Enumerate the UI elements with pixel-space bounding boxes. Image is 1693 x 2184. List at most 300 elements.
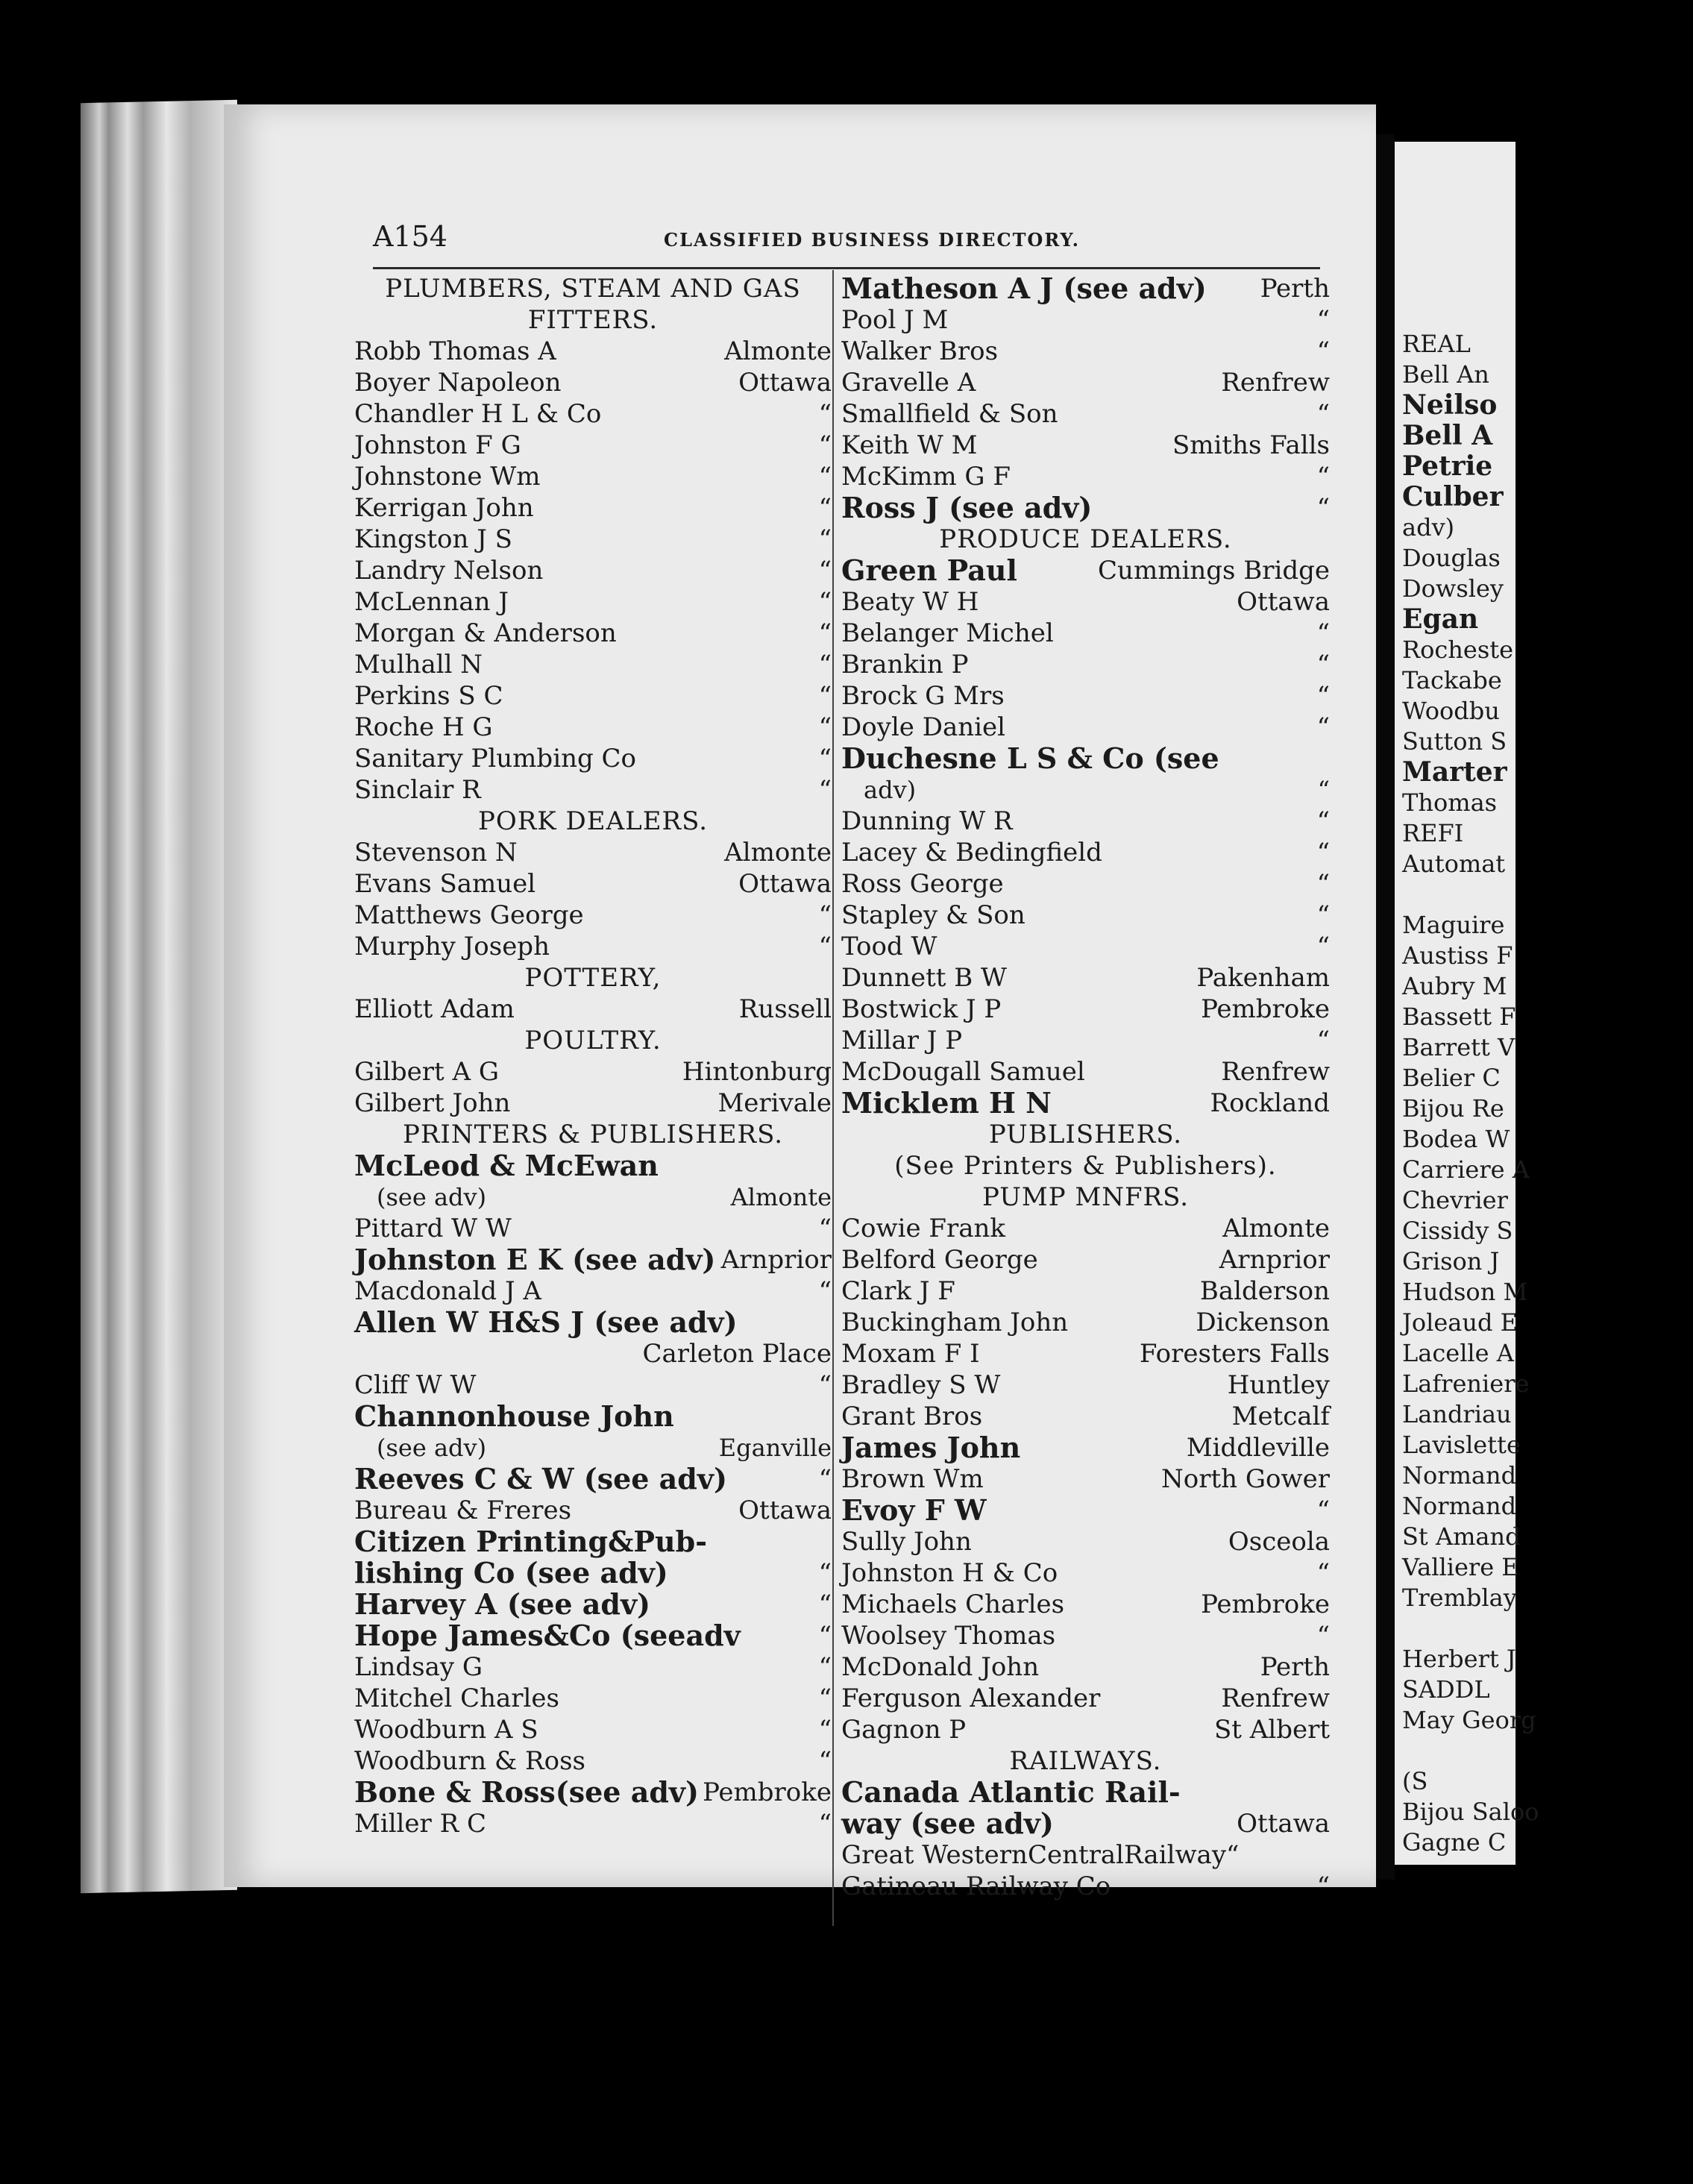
directory-entry — [354, 1745, 832, 1777]
book-gutter — [1376, 134, 1395, 1880]
directory-entry — [354, 461, 832, 492]
facing-page-line: Bassett F — [1402, 1002, 1516, 1031]
entry-place: “ — [1316, 399, 1330, 429]
facing-page-line: Gagne C — [1402, 1828, 1507, 1857]
entry-name: Lindsay G — [354, 1652, 483, 1682]
entry-name: Doyle Daniel — [841, 712, 1006, 742]
entry-name: Sanitary Plumbing Co — [354, 744, 637, 774]
entry-place: Ottawa — [1237, 1809, 1330, 1839]
entry-place: “ — [1316, 462, 1330, 492]
directory-entry — [841, 1432, 1330, 1463]
entry-place: Pembroke — [1201, 994, 1330, 1024]
entry-place: Almonte — [730, 1183, 832, 1211]
entry-name: Morgan & Anderson — [354, 618, 617, 648]
entry-name: Duchesne L S & Co (see — [841, 741, 1219, 775]
directory-entry — [354, 492, 832, 524]
directory-entry — [841, 1651, 1330, 1683]
entry-place: Balderson — [1199, 1276, 1330, 1306]
entry-place: “ — [818, 1746, 832, 1776]
entry-name: Grant Bros — [841, 1402, 983, 1431]
section-heading: PLUMBERS, STEAM AND GAS — [385, 274, 801, 304]
section-heading: FITTERS. — [527, 305, 659, 335]
entry-place: “ — [818, 493, 832, 523]
entry-place: “ — [1316, 618, 1330, 648]
entry-place: Foresters Falls — [1139, 1339, 1330, 1369]
facing-page-line: Douglas — [1402, 544, 1501, 572]
directory-entry — [354, 1401, 832, 1432]
entry-name: Sinclair R — [354, 775, 481, 805]
facing-page-line: Automat — [1402, 850, 1506, 878]
entry-name: Pool J M — [841, 305, 949, 335]
entry-name: Canada Atlantic Rail- — [841, 1775, 1181, 1809]
facing-page-line: Tackabe — [1402, 666, 1502, 694]
entry-name: Gilbert John — [354, 1088, 511, 1118]
facing-page-line: Dowsley — [1402, 574, 1504, 603]
entry-place: “ — [818, 744, 832, 774]
facing-page-line: (S — [1402, 1767, 1428, 1795]
entry-place: Middleville — [1186, 1433, 1330, 1463]
directory-entry — [841, 1369, 1330, 1401]
entry-place: Hintonburg — [682, 1057, 832, 1087]
entry-place: Ottawa — [738, 1496, 832, 1525]
facing-page-line: Thomas — [1402, 788, 1498, 817]
entry-name: Johnston F G — [354, 430, 521, 460]
facing-page-line: May Georg — [1402, 1706, 1536, 1734]
entry-place: “ — [818, 1558, 832, 1588]
facing-page-line: Bell A — [1402, 420, 1493, 451]
facing-page-line: Hudson M — [1402, 1278, 1528, 1306]
entry-place: “ — [1316, 932, 1330, 961]
entry-place: Metcalf — [1231, 1402, 1330, 1431]
entry-place: “ — [818, 932, 832, 961]
entry-name: Johnston H & Co — [841, 1558, 1058, 1588]
directory-entry — [841, 1275, 1330, 1307]
entry-name: Macdonald J A — [354, 1276, 541, 1306]
entry-name: Miller R C — [354, 1809, 487, 1839]
facing-page-line: Sutton S — [1402, 727, 1507, 756]
facing-page-line: Herbert J — [1402, 1645, 1516, 1673]
directory-entry — [841, 1213, 1330, 1244]
facing-page-line: Bijou Re — [1402, 1094, 1504, 1123]
entry-place: “ — [818, 556, 832, 586]
entry-place: “ — [1316, 869, 1330, 899]
section-heading: PUMP MNFRS. — [981, 1182, 1190, 1212]
entry-place: “ — [1316, 1026, 1330, 1055]
entry-name: McDonald John — [841, 1652, 1040, 1682]
entry-name: Brock G Mrs — [841, 681, 1005, 711]
entry-place: Huntley — [1227, 1370, 1330, 1400]
entry-place: Pembroke — [703, 1777, 832, 1807]
directory-entry — [354, 1244, 832, 1275]
entry-name: Harvey A (see adv) — [354, 1587, 651, 1621]
facing-page-line: Egan — [1402, 603, 1479, 635]
entry-name: Sully John — [841, 1527, 972, 1557]
entry-place: “ — [818, 1464, 832, 1494]
entry-place: Arnprior — [720, 1245, 832, 1275]
facing-page-line: Austiss F — [1402, 941, 1513, 970]
facing-page-line: Chevrier — [1402, 1186, 1508, 1214]
directory-entry — [841, 1495, 1330, 1526]
entry-name: Allen W H&S J (see adv) — [354, 1305, 738, 1339]
entry-place: Renfrew — [1221, 1684, 1330, 1713]
directory-entry — [354, 1338, 832, 1369]
entry-name: Kerrigan John — [354, 493, 534, 523]
entry-place: “ — [818, 775, 832, 805]
entry-name: Gravelle A — [841, 368, 976, 398]
facing-page-line: Woodbu — [1402, 697, 1500, 725]
facing-page-line: SADDL — [1402, 1675, 1490, 1704]
entry-name: Belanger Michel — [841, 618, 1054, 648]
entry-place: “ — [1316, 1871, 1330, 1901]
entry-place: “ — [818, 618, 832, 648]
section-heading: RAILWAYS. — [1009, 1746, 1162, 1776]
directory-entry — [841, 1401, 1330, 1432]
entry-name: Chandler H L & Co — [354, 399, 602, 429]
directory-entry — [354, 618, 832, 649]
directory-entry — [354, 1526, 832, 1557]
facing-page-line: Culber — [1402, 481, 1504, 512]
entry-place: “ — [818, 900, 832, 930]
entry-place: “ — [818, 430, 832, 460]
directory-entry — [354, 1620, 832, 1651]
facing-page-line: Normand — [1402, 1492, 1517, 1520]
directory-entry — [354, 1088, 832, 1119]
directory-entry — [354, 1651, 832, 1683]
facing-page-line: Bell An — [1402, 360, 1489, 389]
entry-name: Brankin P — [841, 650, 969, 680]
entry-name: Cliff W W — [354, 1370, 477, 1400]
directory-entry — [841, 367, 1330, 398]
entry-name: Stapley & Son — [841, 900, 1025, 930]
entry-name: Millar J P — [841, 1026, 963, 1055]
entry-place: Arnprior — [1219, 1245, 1330, 1275]
facing-page-line: Belier C — [1402, 1064, 1501, 1092]
entry-place: “ — [1316, 900, 1330, 930]
entry-place: “ — [818, 1621, 832, 1651]
facing-page-line: Barrett V — [1402, 1033, 1515, 1061]
directory-entry — [841, 1683, 1330, 1714]
directory-entry — [354, 1182, 832, 1213]
entry-name: Stevenson N — [354, 838, 518, 867]
directory-entry — [841, 743, 1330, 774]
facing-page-line: REFI — [1402, 819, 1464, 847]
directory-entry — [841, 649, 1330, 680]
entry-name: Woolsey Thomas — [841, 1621, 1056, 1651]
directory-entry — [841, 461, 1330, 492]
directory-entry — [841, 1808, 1330, 1839]
entry-place: Smiths Falls — [1172, 430, 1330, 460]
entry-place: Russell — [738, 994, 832, 1024]
directory-entry — [354, 1056, 832, 1088]
entry-name: Pittard W W — [354, 1214, 512, 1243]
facing-page-line: Petrie — [1402, 451, 1493, 482]
entry-name: Evans Samuel — [354, 869, 536, 899]
entry-place: “ — [1316, 1496, 1330, 1525]
directory-entry — [841, 900, 1330, 931]
directory-entry — [354, 430, 832, 461]
directory-entry — [841, 712, 1330, 743]
entry-place: Renfrew — [1221, 1057, 1330, 1087]
directory-entry — [354, 1714, 832, 1745]
directory-entry — [354, 555, 832, 586]
facing-page-line: Maguire — [1402, 911, 1505, 939]
facing-page-line: Cissidy S — [1402, 1217, 1513, 1245]
entry-name: adv) — [864, 776, 917, 804]
entry-place: Perth — [1260, 274, 1330, 304]
entry-place: “ — [818, 681, 832, 711]
directory-entry — [354, 398, 832, 430]
entry-place: “ — [1316, 650, 1330, 680]
directory-entry — [841, 994, 1330, 1025]
entry-name: Robb Thomas A — [354, 336, 556, 366]
entry-place: St Albert — [1214, 1715, 1330, 1745]
directory-entry — [354, 586, 832, 618]
entry-name: Matthews George — [354, 900, 584, 930]
directory-entry — [354, 1275, 832, 1307]
entry-name: (see adv) — [377, 1434, 487, 1462]
directory-entry — [354, 774, 832, 806]
entry-name: way (see adv) — [841, 1807, 1054, 1840]
directory-entry — [354, 1463, 832, 1495]
facing-page — [1395, 142, 1539, 1865]
directory-entry — [841, 1056, 1330, 1088]
entry-name: Tood W — [841, 932, 937, 961]
directory-entry — [841, 837, 1330, 868]
entry-place: “ — [818, 1214, 832, 1243]
entry-name: Johnstone Wm — [354, 462, 541, 492]
entry-place: Merivale — [717, 1088, 832, 1118]
directory-entry — [841, 1589, 1330, 1620]
directory-entry — [354, 931, 832, 962]
facing-page-line: Landriau — [1402, 1400, 1512, 1428]
facing-page-line: Rocheste — [1402, 636, 1514, 664]
page-number: A154 — [373, 220, 447, 253]
entry-name: Johnston E K (see adv) — [354, 1243, 716, 1276]
directory-entry — [841, 962, 1330, 994]
entry-name: Elliott Adam — [354, 994, 515, 1024]
directory-entry — [354, 712, 832, 743]
entry-place: “ — [1316, 806, 1330, 836]
page-header — [373, 220, 1253, 257]
facing-page-line: Grison J — [1402, 1247, 1500, 1275]
entry-name: Gatineau Railway Co — [841, 1871, 1111, 1901]
directory-entry — [354, 868, 832, 900]
entry-place: “ — [1316, 493, 1330, 523]
entry-place: “ — [818, 1590, 832, 1619]
right-column — [841, 273, 1330, 1902]
entry-name: Belford George — [841, 1245, 1038, 1275]
section-heading: PORK DEALERS. — [477, 806, 709, 836]
directory-entry — [354, 1808, 832, 1839]
directory-entry — [354, 1307, 832, 1338]
entry-name: Micklem H N — [841, 1086, 1052, 1120]
entry-name: Citizen Printing&Pub- — [354, 1525, 707, 1558]
entry-name: Gilbert A G — [354, 1057, 500, 1087]
directory-entry — [354, 1777, 832, 1808]
directory-entry — [354, 524, 832, 555]
directory-entry — [841, 1338, 1330, 1369]
entry-place: Renfrew — [1221, 368, 1330, 398]
entry-name: Hope James&Co (seeadv — [354, 1619, 741, 1652]
facing-page-line: St Amand — [1402, 1522, 1521, 1551]
entry-name: Evoy F W — [841, 1493, 987, 1527]
directory-entry — [841, 868, 1330, 900]
entry-place: Dickenson — [1196, 1308, 1330, 1337]
entry-place: Ottawa — [738, 368, 832, 398]
directory-entry — [841, 1777, 1330, 1808]
directory-entry — [841, 1307, 1330, 1338]
directory-entry — [354, 1589, 832, 1620]
directory-entry — [841, 398, 1330, 430]
facing-page-line: Marter — [1402, 756, 1507, 788]
directory-entry — [841, 304, 1330, 336]
entry-name: Great WesternCentralRailway“ — [841, 1840, 1240, 1870]
directory-entry — [841, 1714, 1330, 1745]
directory-entry — [841, 806, 1330, 837]
entry-name: Smallfield & Son — [841, 399, 1058, 429]
directory-entry — [354, 837, 832, 868]
entry-name: Mitchel Charles — [354, 1684, 559, 1713]
directory-entry — [354, 900, 832, 931]
entry-name: Dunning W R — [841, 806, 1013, 836]
directory-entry — [354, 1495, 832, 1526]
entry-place: “ — [1316, 1621, 1330, 1651]
entry-place: North Gower — [1161, 1464, 1330, 1494]
entry-place: Osceola — [1228, 1527, 1330, 1557]
directory-entry — [841, 430, 1330, 461]
directory-entry — [841, 1463, 1330, 1495]
facing-page-line: Bodea W — [1402, 1125, 1510, 1153]
entry-name: Michaels Charles — [841, 1590, 1065, 1619]
entry-place: Almonte — [1222, 1214, 1330, 1243]
directory-entry — [354, 1432, 832, 1463]
column-divider — [832, 270, 834, 1926]
entry-place: “ — [818, 1276, 832, 1306]
directory-entry — [841, 1839, 1330, 1871]
section-heading: POTTERY, — [524, 963, 662, 993]
directory-entry — [354, 680, 832, 712]
section-heading: POULTRY. — [524, 1026, 662, 1055]
entry-name: Mulhall N — [354, 650, 483, 680]
directory-entry — [841, 336, 1330, 367]
entry-name: McKimm G F — [841, 462, 1011, 492]
section-heading: PRODUCE DEALERS. — [939, 524, 1232, 554]
entry-place: “ — [818, 1652, 832, 1682]
directory-entry — [841, 1025, 1330, 1056]
directory-entry — [841, 1871, 1330, 1902]
entry-name: Cowie Frank — [841, 1214, 1006, 1243]
directory-entry — [354, 1150, 832, 1182]
entry-name: Bostwick J P — [841, 994, 1002, 1024]
directory-entry — [841, 1526, 1330, 1557]
entry-name: Dunnett B W — [841, 963, 1007, 993]
entry-name: (see adv) — [377, 1183, 487, 1211]
entry-place: Carleton Place — [642, 1339, 832, 1369]
entry-place: “ — [1317, 776, 1330, 804]
entry-place: “ — [1316, 712, 1330, 742]
entry-name: Moxam F I — [841, 1339, 980, 1369]
facing-page-line: Lacelle A — [1402, 1339, 1514, 1367]
directory-entry — [841, 680, 1330, 712]
facing-page-line: Valliere E — [1402, 1553, 1519, 1581]
entry-name: Ross J (see adv) — [841, 491, 1093, 524]
entry-place: “ — [1316, 1558, 1330, 1588]
directory-entry — [841, 586, 1330, 618]
facing-page-line: Bijou Saloo — [1402, 1798, 1539, 1826]
directory-entry — [354, 994, 832, 1025]
directory-entry — [841, 1557, 1330, 1589]
entry-name: Brown Wm — [841, 1464, 984, 1494]
entry-place: Eganville — [718, 1434, 832, 1462]
directory-entry — [841, 273, 1330, 304]
entry-place: “ — [818, 650, 832, 680]
entry-place: “ — [818, 524, 832, 554]
entry-name: Kingston J S — [354, 524, 512, 554]
entry-place: “ — [818, 1370, 832, 1400]
entry-name: Beaty W H — [841, 587, 979, 617]
entry-name: Woodburn & Ross — [354, 1746, 586, 1776]
entry-place: Almonte — [724, 838, 832, 867]
header-rule — [373, 267, 1320, 269]
entry-name: Woodburn A S — [354, 1715, 538, 1745]
entry-name: Channonhouse John — [354, 1399, 674, 1433]
entry-place: “ — [818, 587, 832, 617]
entry-place: “ — [818, 712, 832, 742]
facing-page-line — [1395, 1736, 1693, 1766]
directory-entry — [354, 1557, 832, 1589]
facing-page-line: adv) — [1402, 513, 1455, 542]
directory-entry — [841, 555, 1330, 586]
entry-name: Ross George — [841, 869, 1004, 899]
entry-place: “ — [818, 1715, 832, 1745]
entry-name: McLeod & McEwan — [354, 1149, 659, 1182]
section-heading: (See Printers & Publishers). — [894, 1151, 1277, 1181]
facing-page-line: Normand — [1402, 1461, 1517, 1490]
entry-name: Matheson A J (see adv) — [841, 272, 1207, 305]
entry-place: Ottawa — [1237, 587, 1330, 617]
directory-entry — [841, 1088, 1330, 1119]
directory-entry — [354, 367, 832, 398]
entry-name: lishing Co (see adv) — [354, 1556, 668, 1590]
directory-entry — [354, 649, 832, 680]
facing-page-line: Carriere A — [1402, 1155, 1530, 1184]
entry-place: “ — [1316, 305, 1330, 335]
facing-page-text — [1395, 298, 1693, 1858]
entry-place: Rockland — [1210, 1088, 1330, 1118]
directory-entry — [841, 931, 1330, 962]
entry-name: Bone & Ross(see adv) — [354, 1775, 699, 1809]
facing-page-line: Neilso — [1402, 389, 1498, 421]
facing-page-line: REAL — [1402, 330, 1471, 358]
entry-name: Green Paul — [841, 553, 1017, 587]
entry-name: Bradley S W — [841, 1370, 1001, 1400]
entry-name: James John — [841, 1431, 1021, 1464]
facing-page-line — [1395, 298, 1693, 329]
directory-entry — [354, 336, 832, 367]
directory-entry — [841, 492, 1330, 524]
entry-name: Walker Bros — [841, 336, 999, 366]
entry-place: Ottawa — [738, 869, 832, 899]
entry-name: McLennan J — [354, 587, 509, 617]
entry-name: Boyer Napoleon — [354, 368, 562, 398]
entry-place: Almonte — [724, 336, 832, 366]
entry-name: Roche H G — [354, 712, 493, 742]
entry-place: “ — [1316, 336, 1330, 366]
facing-page-line: Tremblay — [1402, 1584, 1517, 1612]
directory-entry — [354, 1213, 832, 1244]
entry-place: Cummings Bridge — [1098, 556, 1330, 586]
facing-page-line: Aubry M — [1402, 972, 1507, 1000]
